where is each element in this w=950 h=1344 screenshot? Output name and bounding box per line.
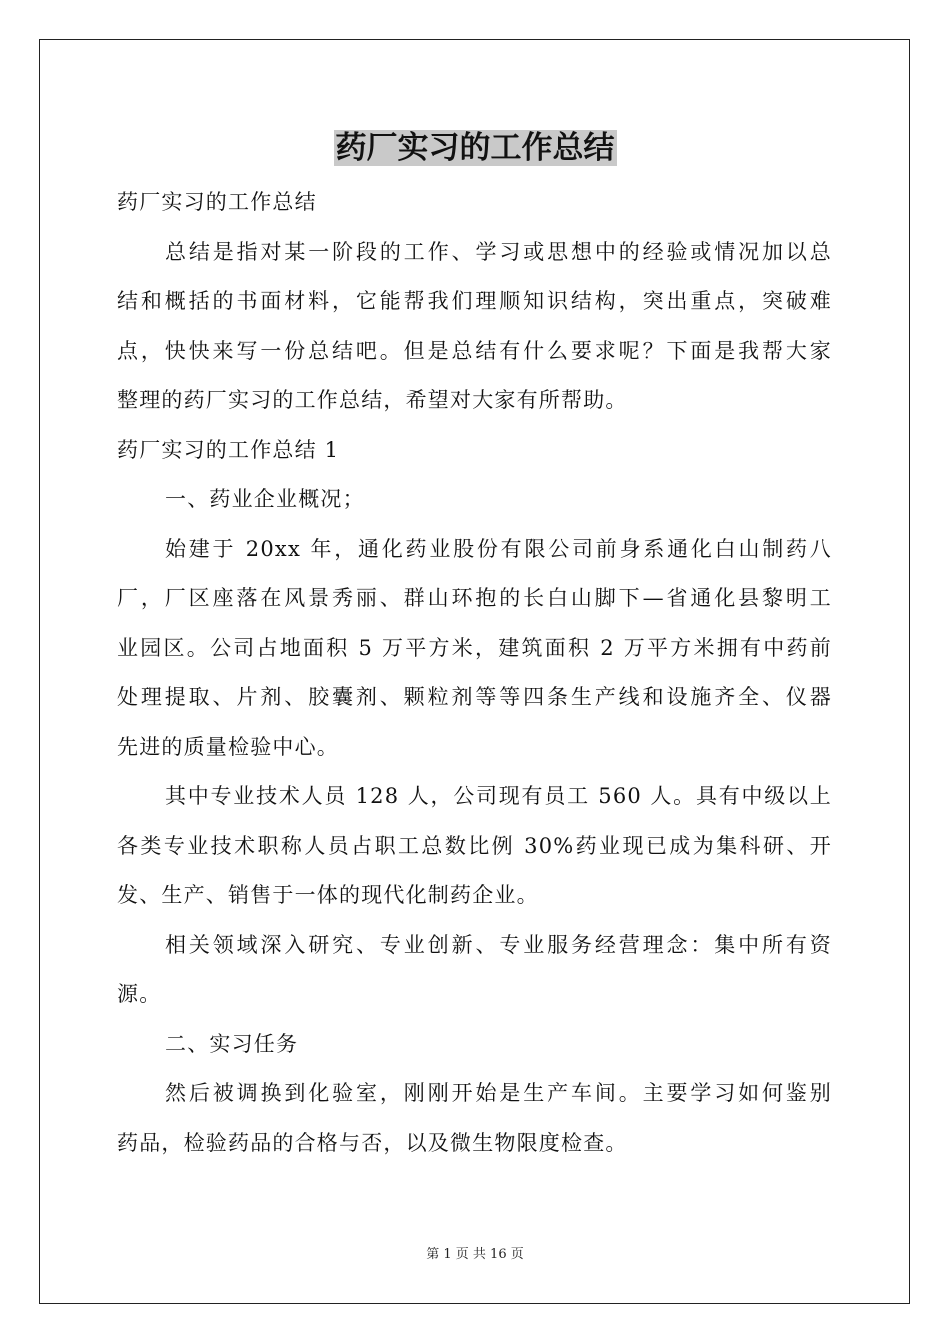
subsection-heading: 一、药业企业概况； — [165, 487, 365, 511]
section-heading: 药厂实习的工作总结 1 — [117, 437, 340, 462]
paragraph-line: 点，快快来写一份总结吧。但是总结有什么要求呢？下面是我帮大家 — [117, 338, 832, 363]
paragraph-line: 然后被调换到化验室，刚刚开始是生产车间。主要学习如何鉴别 — [165, 1081, 832, 1105]
paragraph-line: 整理的药厂实习的工作总结，希望对大家有所帮助。 — [117, 388, 628, 412]
paragraph-line: 各类专业技术职称人员占职工总数比例 30%药业现已成为集科研、开 — [117, 833, 832, 858]
document-body — [117, 178, 832, 1168]
paragraph-line: 相关领域深入研究、专业创新、专业服务经营理念：集中所有资 — [165, 932, 832, 957]
paragraph-line: 厂，厂区座落在风景秀丽、群山环抱的长白山脚下—省通化县黎明工 — [117, 586, 832, 610]
page-footer: 第 1 页 共 16 页 — [426, 1247, 524, 1262]
paragraph-line: 始建于 20xx 年，通化药业股份有限公司前身系通化白山制药八 — [165, 536, 832, 561]
subtitle-line: 药厂实习的工作总结 — [117, 190, 317, 214]
subsection-heading: 二、实习任务 — [165, 1031, 299, 1056]
paragraph-line: 其中专业技术人员 128 人，公司现有员工 560 人。具有中级以上 — [165, 784, 832, 808]
paragraph-line: 总结是指对某一阶段的工作、学习或思想中的经验或情况加以总 — [165, 239, 832, 264]
paragraph-line: 源。 — [117, 982, 162, 1006]
paragraph-line: 药品，检验药品的合格与否，以及微生物限度检查。 — [117, 1130, 628, 1155]
paragraph-line: 业园区。公司占地面积 5 万平方米，建筑面积 2 万平方米拥有中药前 — [117, 635, 832, 660]
document-title-text: 药厂实习的工作总结 — [335, 130, 615, 166]
paragraph-line: 处理提取、片剂、胶囊剂、颗粒剂等等四条生产线和设施齐全、仪器 — [117, 685, 832, 709]
paragraph-line: 先进的质量检验中心。 — [117, 734, 339, 759]
document-title — [0, 126, 950, 170]
paragraph-line: 发、生产、销售于一体的现代化制药企业。 — [117, 883, 539, 907]
paragraph-line: 结和概括的书面材料，它能帮我们理顺知识结构，突出重点，突破难 — [117, 289, 832, 313]
